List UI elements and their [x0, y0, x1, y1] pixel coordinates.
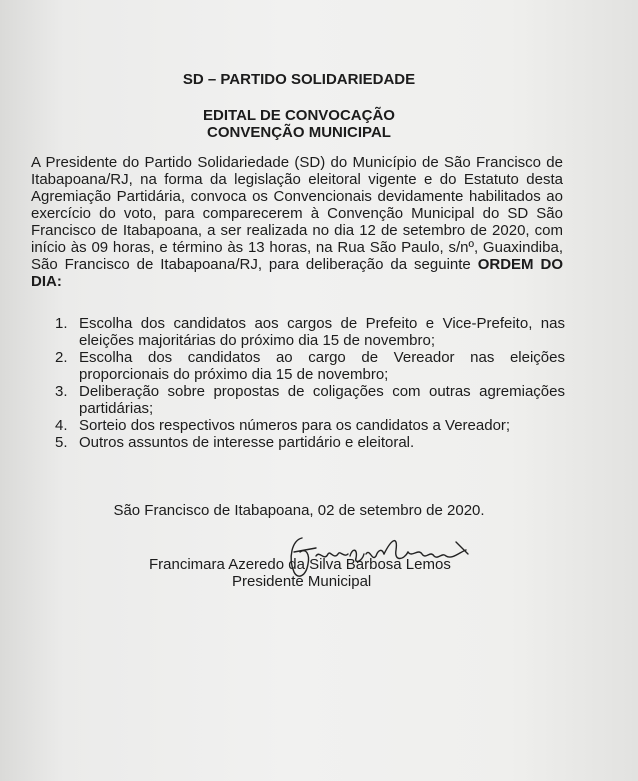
agenda-text: Outros assuntos de interesse partidário e eleitoral.: [79, 434, 415, 451]
agenda-number: 4.: [55, 417, 68, 434]
agenda-number: 2.: [55, 349, 68, 366]
agenda-list: [55, 315, 565, 451]
agenda-number: 5.: [55, 434, 68, 451]
agenda-item: [55, 349, 565, 383]
signature-icon: [280, 528, 480, 588]
edict-title: EDITAL DE CONVOCAÇÃO: [203, 107, 395, 124]
signer-name: Francimara Azeredo da Silva Barbosa Lemos: [149, 556, 451, 573]
paragraph-text: A Presidente do Partido Solidariedade (SD) do Município de São Francisco de Itabapoana/RJ, na forma da legislação eleitoral vigente e do Estatuto desta Agremiação Partidária, convoca os Convencionais devidamente habilitados ao exercício do voto, para comparecerem à Convenção Municipal do SD São Francisco de Itabapoana, a ser realizada no dia 12 de setembro de 2020, com início às 09 horas, e término às 13 horas, na Rua São Paulo, s/nº, Guaxindiba, São Francisco de Itabapoana/RJ, para deliberação da seguinte: [31, 154, 563, 273]
agenda-number: 1.: [55, 315, 68, 332]
agenda-text: Sorteio dos respectivos números para os candidatos a Vereador;: [79, 417, 511, 434]
edict-subtitle: CONVENÇÃO MUNICIPAL: [207, 124, 391, 141]
agenda-item: [55, 417, 565, 434]
convocation-paragraph: [31, 154, 563, 290]
date-line: São Francisco de Itabapoana, 02 de setembro de 2020.: [113, 502, 485, 519]
agenda-item: [55, 434, 565, 451]
agenda-item: [55, 383, 565, 417]
agenda-text: Escolha dos candidatos aos cargos de Prefeito e Vice-Prefeito, nas eleições majoritárias do próximo dia 15 de novembro;: [79, 315, 565, 349]
agenda-number: 3.: [55, 383, 68, 400]
agenda-text: Escolha dos candidatos ao cargo de Vereador nas eleições proporcionais do próximo dia 15 de novembro;: [79, 349, 565, 383]
agenda-item: [55, 315, 565, 349]
party-heading: SD – PARTIDO SOLIDARIEDADE: [182, 71, 416, 88]
agenda-text: Deliberação sobre propostas de coligações com outras agremiações partidárias;: [79, 383, 565, 417]
agenda-heading: ORDEM DO DIA:: [31, 256, 564, 290]
signer-role: Presidente Municipal: [232, 573, 372, 590]
